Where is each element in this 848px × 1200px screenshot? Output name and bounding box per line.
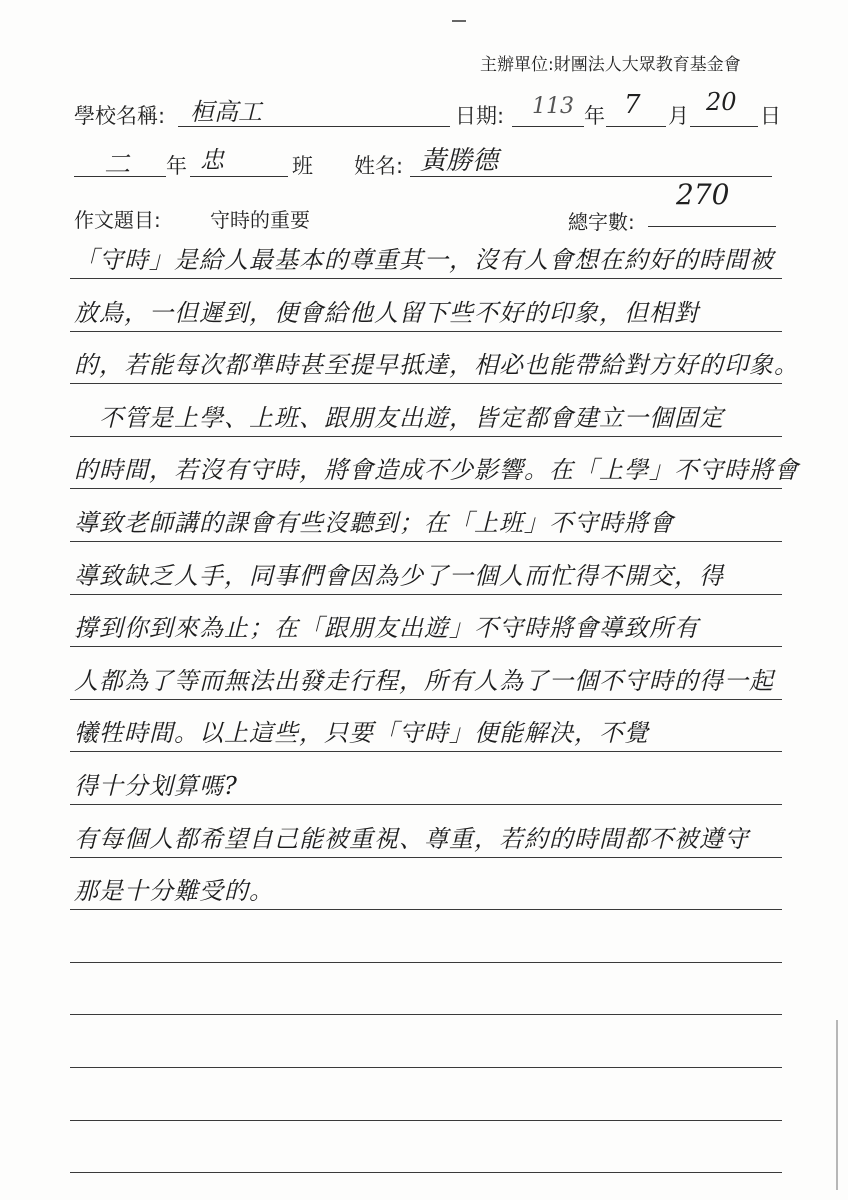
class-value: 忠 — [200, 146, 224, 174]
ruled-line — [70, 857, 782, 858]
name-value: 黃勝德 — [420, 146, 499, 176]
ruled-line — [70, 331, 782, 332]
ruled-line — [70, 962, 782, 963]
ruled-line — [70, 751, 782, 752]
topic-label: 作文題目: — [74, 208, 161, 232]
ruled-line — [70, 541, 782, 542]
year-label: 年 — [584, 104, 605, 128]
ruled-line — [70, 488, 782, 489]
date-label: 日期: — [455, 104, 505, 128]
grade-underline — [74, 176, 166, 177]
ruled-line — [70, 1172, 782, 1173]
wordcount-label: 總字數: — [568, 210, 635, 234]
month-value: 7 — [624, 90, 641, 120]
topic-value: 守時的重要 — [210, 208, 310, 232]
day-label: 日 — [760, 104, 781, 128]
essay-line: 犧牲時間。以上這些，只要「守時」便能解決，不覺 — [74, 719, 649, 747]
class-label: 班 — [292, 154, 313, 178]
essay-line: 撐到你到來為止；在「跟朋友出遊」不守時將會導致所有 — [74, 614, 699, 642]
grade-value: 二 — [104, 150, 131, 180]
wordcount-underline — [648, 226, 776, 227]
day-underline — [690, 126, 758, 127]
ruled-line — [70, 646, 782, 647]
scan-mark — [452, 20, 466, 22]
ruled-line — [70, 699, 782, 700]
essay-line: 的，若能每次都準時甚至提早抵達，相必也能帶給對方好的印象。 — [74, 351, 799, 379]
name-label: 姓名: — [354, 154, 404, 178]
grade-label: 年 — [166, 154, 187, 178]
ruled-line — [70, 1014, 782, 1015]
essay-line: 放鳥，一但遲到，便會給他人留下些不好的印象，但相對 — [74, 299, 699, 327]
essay-line: 得十分划算嗎? — [74, 772, 238, 800]
essay-line: 「守時」是給人最基本的尊重其一，沒有人會想在約好的時間被 — [74, 246, 774, 274]
school-value: 桓高工 — [190, 98, 262, 126]
class-underline — [190, 176, 288, 177]
ruled-line — [70, 804, 782, 805]
ruled-line — [70, 1120, 782, 1121]
day-value: 20 — [706, 88, 737, 116]
month-underline — [606, 126, 666, 127]
essay-line: 不管是上學、上班、跟朋友出遊，皆定都會建立一個固定 — [74, 404, 724, 432]
year-underline — [512, 126, 584, 127]
year-value: 113 — [532, 94, 574, 119]
ruled-line — [70, 383, 782, 384]
essay-line: 導致缺乏人手，同事們會因為少了一個人而忙得不開交，得 — [74, 562, 724, 590]
ruled-line — [70, 909, 782, 910]
scan-edge — [836, 1020, 838, 1190]
essay-line: 的時間，若沒有守時，將會造成不少影響。在「上學」不守時將會 — [74, 456, 799, 484]
school-label: 學校名稱: — [74, 104, 166, 128]
school-underline — [178, 126, 450, 127]
ruled-line — [70, 278, 782, 279]
name-underline — [410, 176, 772, 177]
month-label: 月 — [668, 104, 689, 128]
essay-line: 導致老師講的課會有些沒聽到；在「上班」不守時將會 — [74, 509, 674, 537]
essay-line: 人都為了等而無法出發走行程，所有人為了一個不守時的得一起 — [74, 667, 774, 695]
wordcount-value: 270 — [676, 178, 730, 211]
ruled-line — [70, 1067, 782, 1068]
ruled-line — [70, 594, 782, 595]
ruled-line — [70, 436, 782, 437]
essay-line: 有每個人都希望自己能被重視、尊重，若約的時間都不被遵守 — [74, 825, 749, 853]
essay-line: 那是十分難受的。 — [74, 877, 274, 905]
organizer-text: 主辦單位:財團法人大眾教育基金會 — [480, 55, 741, 75]
